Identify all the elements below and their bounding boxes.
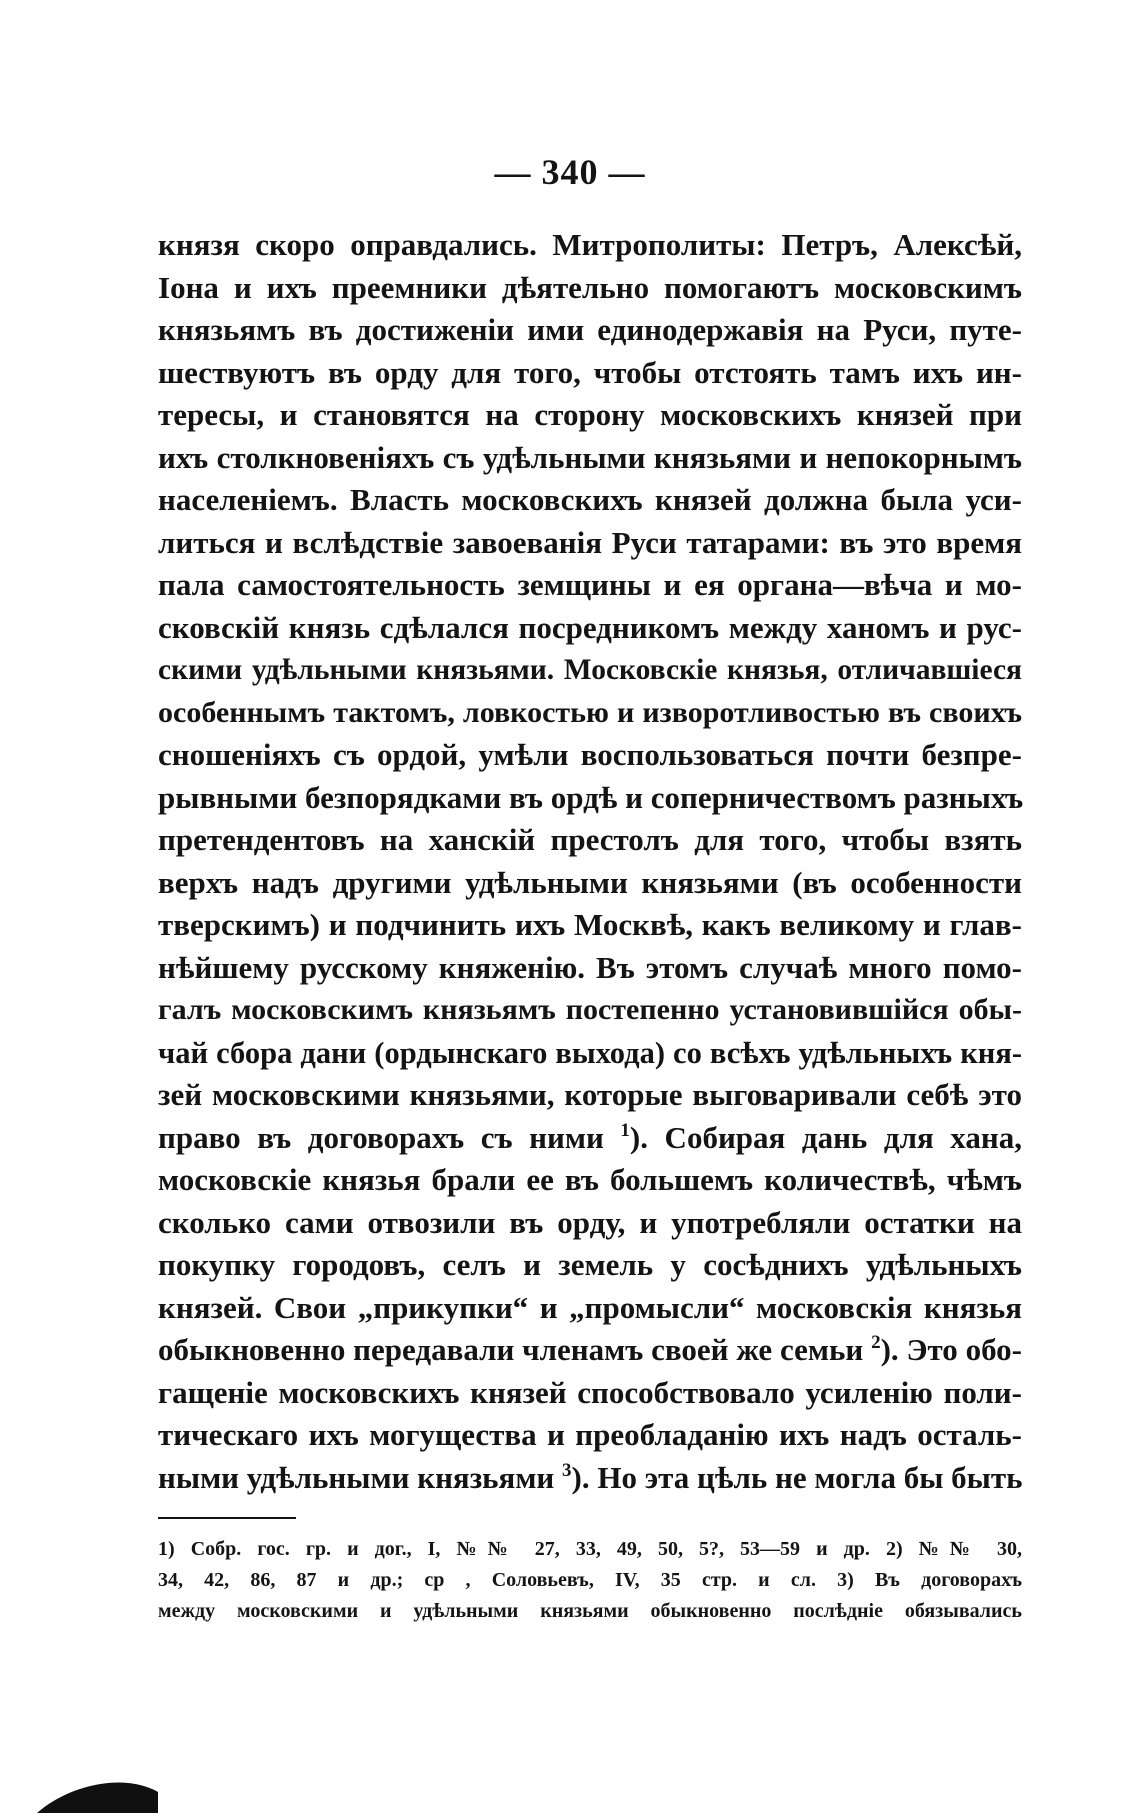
footnote-line: 34, 42, 86, 87 и др.; ср , Соловьевъ, IV, 35 стр. и сл. 3) Въ договорахъ (158, 1569, 1022, 1591)
text-line: покупку городовъ, селъ и земель у сосѣднихъ удѣльныхъ (158, 1247, 1022, 1282)
text-line: зей московскими князьями, которые выговаривали себѣ это (158, 1077, 1022, 1112)
line-text-before-note: право въ договорахъ съ ними (158, 1119, 604, 1155)
line-text-before-note: обыкновенно передавали членамъ своей же семьи (158, 1332, 864, 1367)
text-line: рывными безпорядками въ ордѣ и соперничествомъ разныхъ (158, 779, 1024, 815)
text-line: тическаго ихъ могущества и преобладанію ихъ надъ осталь- (158, 1417, 1022, 1452)
body-text (158, 224, 1022, 1499)
text-line: сколько сами отвозили въ орду, и употребляли остатки на (158, 1204, 1022, 1240)
text-line: тверскимъ) и подчинить ихъ Москвѣ, какъ великому и глав- (158, 907, 1022, 942)
text-line: галъ московскимъ князьямъ постепенно установившійся обы- (158, 993, 1022, 1026)
text-line: скими удѣльными князьями. Московскіе князья, отличавшіеся (158, 654, 1022, 686)
footnote-line: 1) Собр. гос. гр. и дог., I, №№ 27, 33, 49, 50, 5?, 53—59 и др. 2) №№ 30, (158, 1538, 1022, 1560)
page-number: — 340 — (494, 152, 646, 192)
line-text-after-note: ). Собирая дань для хана, (629, 1119, 1022, 1155)
text-line-with-note (158, 1457, 1022, 1500)
text-line: населеніемъ. Власть московскихъ князей должна была уси- (158, 482, 1022, 517)
text-line: сковскій князь сдѣлался посредникомъ между ханомъ и рус- (158, 609, 1022, 645)
text-line: тересы, и становятся на сторону московскихъ князей при (158, 397, 1022, 432)
text-line: претендентовъ на ханскій престолъ для того, чтобы взять (158, 822, 1022, 857)
text-line: нѣйшему русскому княженію. Въ этомъ случаѣ много помо- (158, 949, 1022, 985)
text-line: шествуютъ въ орду для того, чтобы отстоять тамъ ихъ ин- (158, 354, 1022, 390)
text-line: князя скоро оправдались. Митрополиты: Петръ, Алексѣй, (158, 227, 1022, 262)
text-line-with-note (158, 1329, 1022, 1372)
line-text-before-note: ными удѣльными князьями (158, 1459, 555, 1495)
text-line: верхъ надъ другими удѣльными князьями (въ особенности (158, 864, 1022, 900)
footnote-line: между московскими и удѣльными князьями обыкновенно послѣдніе обязывались (158, 1600, 1022, 1622)
text-line: чай сбора дани (ордынскаго выхода) со всѣхъ удѣльныхъ кня- (158, 1035, 1022, 1070)
footnote-marker: 2 (871, 1332, 881, 1353)
scan-smudge-mark (30, 1770, 158, 1813)
text-line: гащеніе московскихъ князей способствовало усиленію поли- (158, 1374, 1022, 1410)
text-line: литься и вслѣдствіе завоеванія Руси татарами: въ это время (158, 524, 1022, 560)
text-line: ихъ столкновеніяхъ съ удѣльными князьями и непокорнымъ (158, 439, 1022, 475)
text-line: князьямъ въ достиженіи ими единодержавія на Руси, путе- (158, 312, 1022, 347)
footnote-marker: 3 (562, 1459, 572, 1481)
line-text-after-note: ). Это обо- (880, 1332, 1022, 1367)
text-line: Іона и ихъ преемники дѣятельно помогаютъ московскимъ (158, 269, 1022, 305)
footnote-divider (158, 1517, 296, 1519)
text-line: особеннымъ тактомъ, ловкостью и изворотливостью въ своихъ (158, 695, 1022, 729)
footnotes (158, 1534, 1022, 1627)
text-line: сношеніяхъ съ ордой, умѣли воспользоваться почти безпре- (158, 737, 1022, 772)
text-line-with-note (158, 1117, 1022, 1160)
text-line: московскіе князья брали ее въ большемъ количествѣ, чѣмъ (158, 1162, 1022, 1197)
line-text-after-note: ). Но эта цѣль не могла бы быть (571, 1459, 1023, 1495)
text-line: князей. Свои „прикупки“ и „промысли“ московскія князья (158, 1289, 1022, 1325)
text-line: пала самостоятельность земщины и ея органа—вѣча и мо- (158, 567, 1022, 602)
footnote-marker: 1 (620, 1119, 630, 1141)
